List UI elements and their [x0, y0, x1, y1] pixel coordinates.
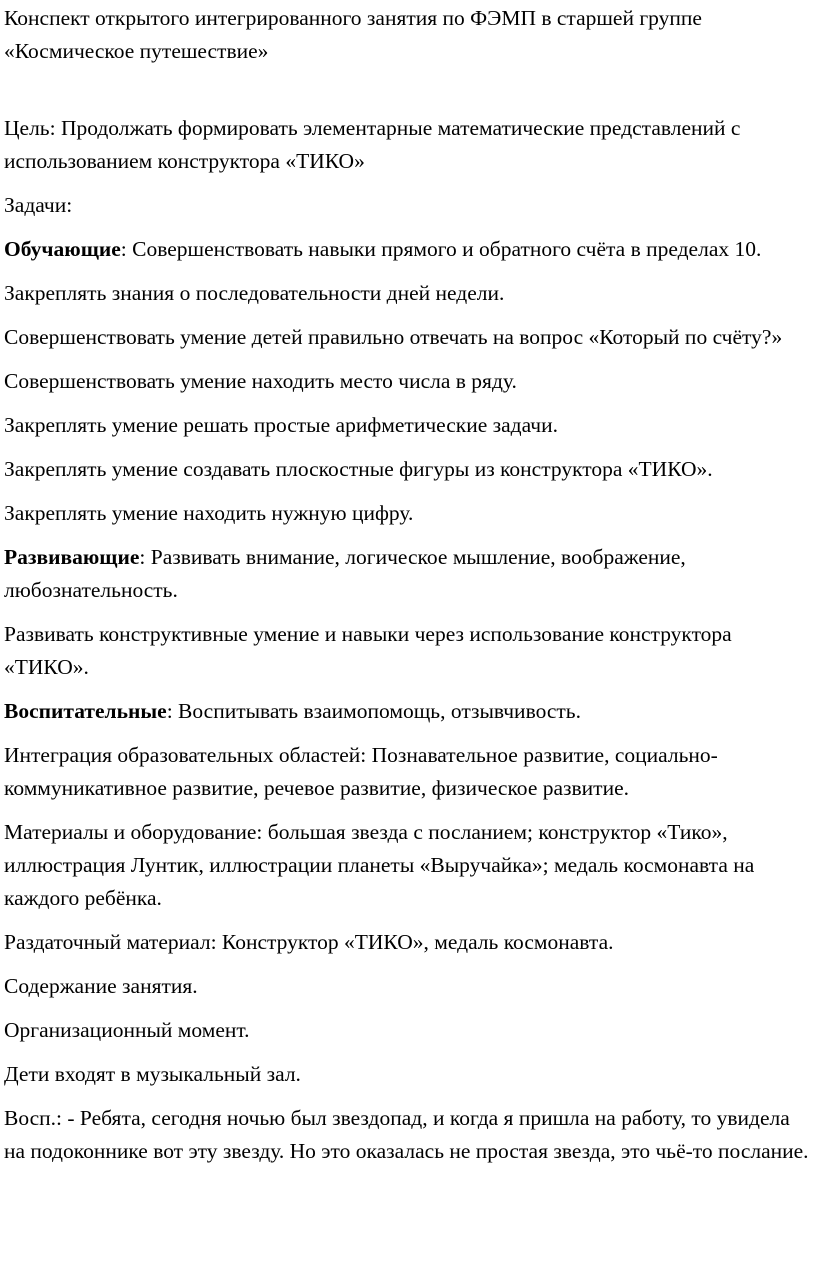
goal-paragraph: Цель: Продолжать формировать элементарные математические представлений с использованием конструктора «ТИКО»: [4, 116, 741, 173]
document-title: Конспект открытого интегрированного занятия по ФЭМП в старшей группе «Космическое путешествие»: [4, 6, 702, 63]
enter-hall-paragraph: Дети входят в музыкальный зал.: [4, 1062, 301, 1086]
upbringing-paragraph: [4, 695, 812, 728]
teaching-label: Обучающие: [4, 237, 121, 261]
integration-paragraph: Интеграция образовательных областей: Познавательное развитие, социально-коммуникативное развитие, речевое развитие, физическое развитие.: [4, 743, 718, 800]
teaching-item: Закреплять умение создавать плоскостные фигуры из конструктора «ТИКО».: [4, 457, 713, 481]
teaching-item: Закреплять знания о последовательности дней недели.: [4, 281, 505, 305]
teaching-item: Закреплять умение решать простые арифметические задачи.: [4, 413, 558, 437]
org-moment-paragraph: Организационный момент.: [4, 1018, 250, 1042]
developing-paragraph: [4, 541, 812, 607]
teaching-item: Совершенствовать умение детей правильно отвечать на вопрос «Который по счёту?»: [4, 325, 783, 349]
teaching-text: : Совершенствовать навыки прямого и обратного счёта в пределах 10.: [120, 237, 762, 261]
materials-paragraph: Материалы и оборудование: большая звезда с посланием; конструктор «Тико», иллюстрация Лунтик, иллюстрации планеты «Выручайка»; медаль космонавта на каждого ребёнка.: [4, 820, 755, 910]
handout-paragraph: Раздаточный материал: Конструктор «ТИКО», медаль космонавта.: [4, 930, 614, 954]
developing-text: : Развивать внимание, логическое мышление, воображение, любознательность.: [4, 545, 686, 602]
developing-item: Развивать конструктивные умение и навыки через использование конструктора «ТИКО».: [4, 622, 732, 679]
developing-label: Развивающие: [4, 545, 140, 569]
upbringing-label: Воспитательные: [4, 699, 167, 723]
teaching-item: Закреплять умение находить нужную цифру.: [4, 501, 414, 525]
tasks-heading: Задачи:: [4, 193, 73, 217]
teaching-paragraph: [4, 233, 812, 266]
teaching-item: Совершенствовать умение находить место числа в ряду.: [4, 369, 517, 393]
teacher-speech-paragraph: Восп.: - Ребята, сегодня ночью был звездопад, и когда я пришла на работу, то увидела на подоконнике вот эту звезду. Но это оказалась не простая звезда, это чьё-то послание.: [4, 1106, 809, 1163]
content-heading: Содержание занятия.: [4, 974, 198, 998]
upbringing-text: : Воспитывать взаимопомощь, отзывчивость.: [166, 699, 581, 723]
